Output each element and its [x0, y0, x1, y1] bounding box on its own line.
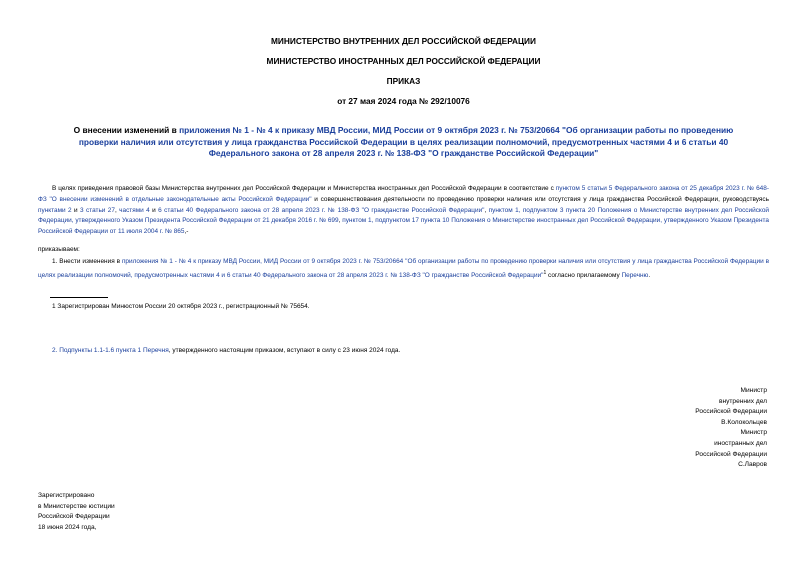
title-prefix: О внесении изменений в — [73, 125, 180, 135]
preamble-text: и — [71, 206, 80, 214]
preamble-text: ,- — [184, 228, 189, 236]
document-type: ПРИКАЗ — [386, 76, 421, 86]
item1-text: . — [648, 271, 651, 279]
title-link[interactable]: приложения № 1 - № 4 к приказу МВД России, МИД России от 9 октября 2023 г. № 753/20664 "Об организации работы по проведению проверки наличия или отсутствия у лица гражданства Российской Федерации в целях реализации полномочий, предусмотренных частями 4 и 6 статьи 40 Федерального закона от 28 апреля 2023 г. № 138-ФЗ "О гражданстве Российской Федерации" — [78, 125, 734, 158]
signature-line: Российской Федерации — [695, 450, 767, 458]
document-title — [56, 125, 751, 160]
item-1-paragraph — [38, 256, 769, 281]
registration-line: Зарегистрировано — [38, 492, 95, 499]
preamble-text: , — [484, 206, 489, 214]
preamble-link-item2[interactable]: пунктами 2 — [38, 206, 72, 214]
signature-line: иностранных дел — [714, 439, 767, 447]
signature-line: внутренних дел — [718, 397, 767, 405]
preamble-text: , — [338, 217, 343, 225]
registration-line: 18 июня 2024 года, — [38, 523, 97, 531]
ministry-header-1: МИНИСТЕРСТВО ВНУТРЕННИХ ДЕЛ РОССИЙСКОЙ ФЕДЕРАЦИИ — [271, 36, 536, 46]
item1-text: согласно прилагаемому — [546, 271, 622, 279]
signature-line: Министр — [740, 429, 767, 437]
ministry-header-2: МИНИСТЕРСТВО ИНОСТРАННЫХ ДЕЛ РОССИЙСКОЙ ФЕДЕРАЦИИ — [266, 56, 541, 66]
footnote-mark: 1 — [543, 269, 547, 276]
registration-line: Российской Федерации — [38, 513, 110, 521]
preamble-link-article40[interactable]: 6 статьи 40 Федерального закона от 28 апреля 2023 г. № 138-ФЗ "О гражданстве Российской Федерации" — [158, 206, 485, 214]
signature-name: В.Колокольцев — [721, 418, 767, 426]
item2-text: , утвержденного настоящим приказом, вступают в силу с 23 июня 2024 года. — [168, 347, 401, 354]
signature-name: С.Лавров — [738, 461, 767, 469]
preamble-link-part4[interactable]: частями 4 — [119, 206, 150, 214]
preamble-text: , — [114, 206, 120, 214]
signature-line: Министр — [740, 387, 767, 394]
item1-link-list[interactable]: Перечню — [621, 271, 649, 279]
signature-line: Российской Федерации — [695, 408, 767, 416]
preamble-text: и — [149, 206, 159, 214]
footnote: 1 Зарегистрирован Минюстом России 20 октября 2023 г., регистрационный № 75654. — [52, 303, 310, 310]
preamble-link-article27[interactable]: 3 статьи 27 — [80, 206, 115, 214]
preamble-link-law-648[interactable]: пунктом 5 статьи 5 Федерального закона от 25 декабря 2023 г. № 648-ФЗ "О внесении изменений в отдельные законодательные акты Российской Федерации" — [38, 185, 769, 203]
preamble-text: В целях приведения правовой базы Министерства внутренних дел Российской Федерации и Министерства иностранных дел Российской Федерации в соответствие с — [52, 185, 556, 192]
signature-block — [695, 386, 767, 471]
registration-line: в Министерстве юстиции — [38, 502, 115, 510]
order-word: приказываем: — [38, 246, 80, 253]
preamble-link-mvd-regulation[interactable]: пунктом 1, подпунктом 3 пункта 20 Положения о Министерстве внутренних дел Российской Федерации, утвержденного Указом Президента Российской Федерации от 21 декабря 2016 г. № 699 — [38, 206, 769, 225]
item1-text: 1. Внести изменения в — [52, 258, 122, 265]
item-2-paragraph — [52, 346, 400, 357]
preamble-text: и совершенствования деятельности по проведению проверки наличия или отсутствия у лица гражданства Российской Федерации, руководствуясь — [311, 195, 769, 203]
preamble-link-mid-regulation[interactable]: пунктом 1, подпунктом 17 пункта 10 Положения о Министерстве иностранных дел Российской Федерации, утвержденного Указом Президента Российской Федерации от 11 июля 2004 г. № 865 — [38, 217, 769, 236]
item2-link-subitems[interactable]: 2. Подпункты 1.1-1.6 пункта 1 Перечня — [52, 347, 169, 354]
item1-link-order-753[interactable]: приложения № 1 - № 4 к приказу МВД России, МИД России от 9 октября 2023 г. № 753/20664 "Об организации работы по проведению проверки наличия или отсутствия у лица гражданства Российской Федерации в целях реализации полномочий, предусмотренных частями 4 и 6 статьи 40 Федерального закона от 28 апреля 2023 г. № 138-ФЗ "О гражданстве Российской Федерации" — [38, 258, 769, 279]
preamble-paragraph — [38, 184, 769, 238]
registration-block — [38, 491, 115, 533]
footnote-divider — [50, 297, 108, 298]
document-date-number: от 27 мая 2024 года № 292/10076 — [337, 96, 470, 106]
